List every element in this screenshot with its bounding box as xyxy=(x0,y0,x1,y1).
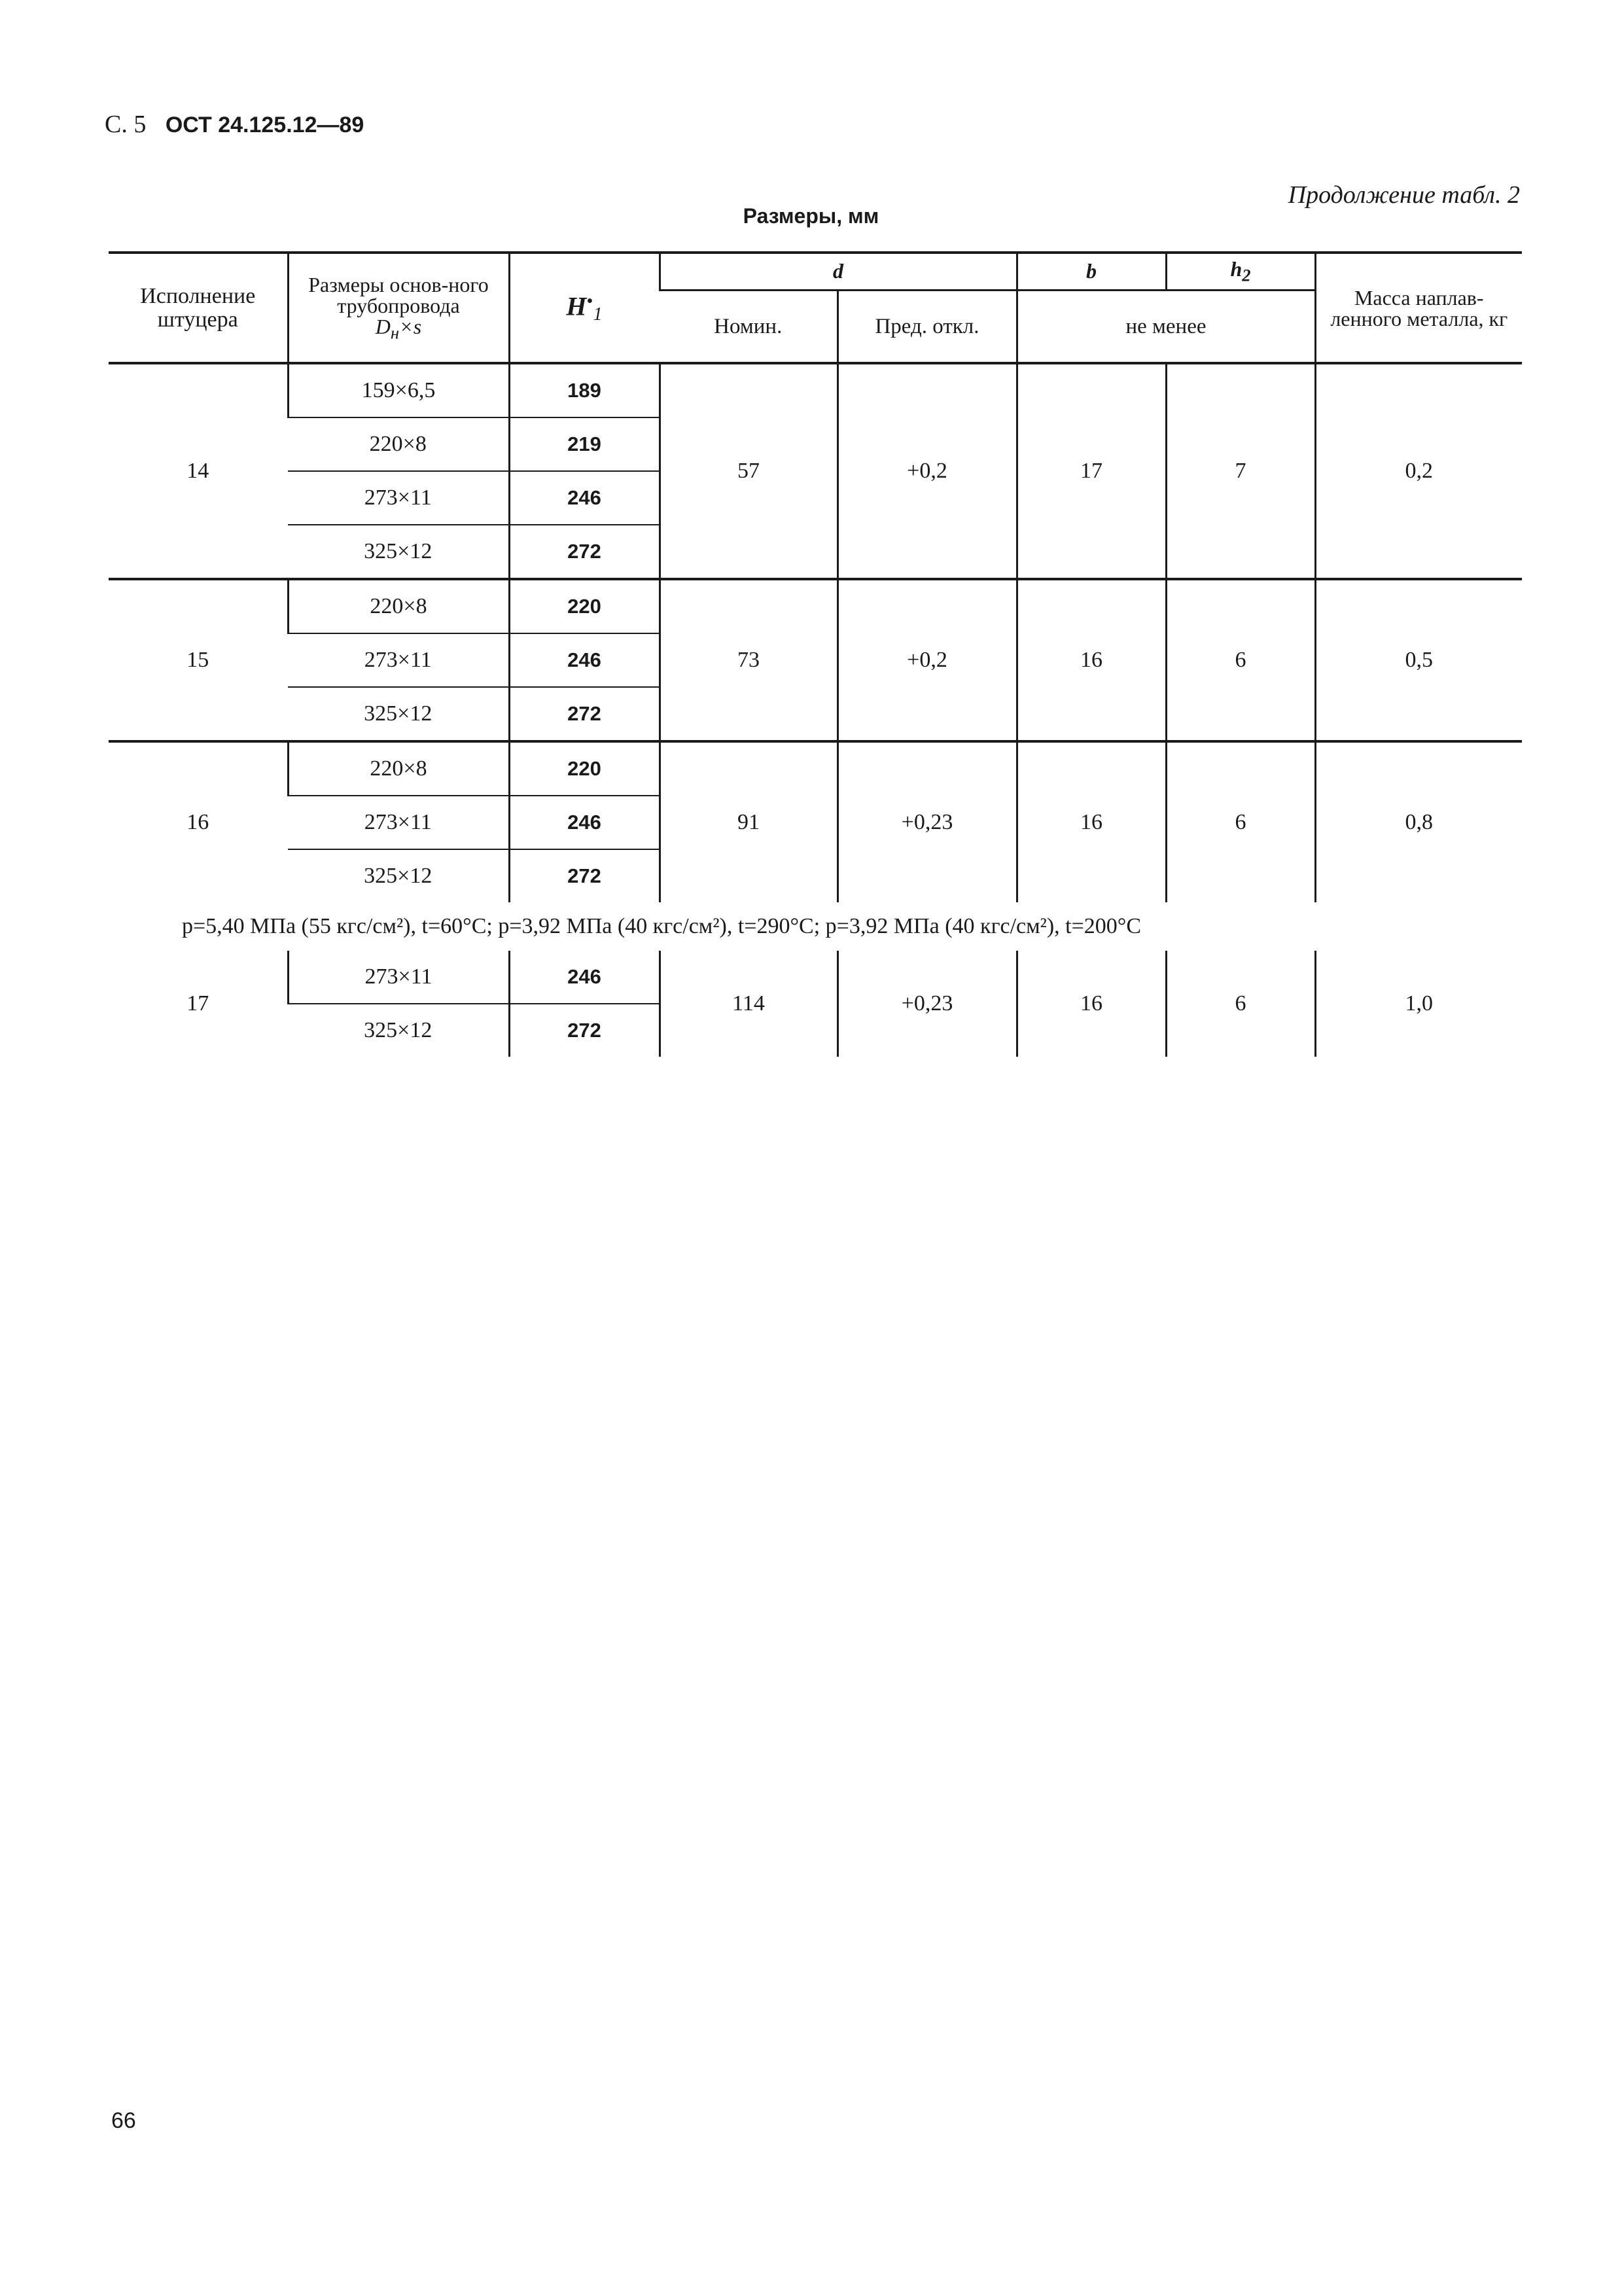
header-main-pipe-tail: ×s xyxy=(399,314,422,338)
pipe-size-cell: 273×11 xyxy=(288,796,509,849)
execution-cell: 14 xyxy=(109,363,288,579)
pipe-size-cell: 273×11 xyxy=(288,471,509,525)
b-cell: 16 xyxy=(1017,951,1166,1057)
header-d: d xyxy=(660,253,1017,291)
h1-cell: 272 xyxy=(509,849,660,902)
pipe-size-cell: 325×12 xyxy=(364,1018,432,1043)
h1-cell: 272 xyxy=(509,1004,660,1057)
header-main-pipe-text: Размеры основ-ного трубопровода xyxy=(308,272,489,317)
header-h1-subscript: 1 xyxy=(593,304,603,325)
d-tolerance-cell: +0,23 xyxy=(837,741,1017,902)
header-tolerance: Пред. откл. xyxy=(837,291,1017,364)
table-row xyxy=(109,951,1522,1004)
table-row xyxy=(109,579,1522,633)
table-row xyxy=(109,741,1522,796)
header-mass: Масса наплав-ленного металла, кг xyxy=(1315,253,1522,363)
h1-cell: 246 xyxy=(509,633,660,687)
h1-cell: 246 xyxy=(509,471,660,525)
header-nominal: Номин. xyxy=(714,314,783,338)
header-h2 xyxy=(1166,253,1315,291)
table-row xyxy=(109,363,1522,417)
header-h2-symbol: h xyxy=(1230,257,1243,281)
header-not-less: не менее xyxy=(1017,291,1315,364)
pipe-size-cell: 325×12 xyxy=(364,539,432,564)
pipe-size-cell: 220×8 xyxy=(288,741,509,796)
d-tolerance-cell: +0,2 xyxy=(837,579,1017,741)
condition-note-row xyxy=(109,902,1522,951)
h2-cell: 6 xyxy=(1166,579,1315,741)
h2-cell: 6 xyxy=(1166,951,1315,1057)
units-caption: Размеры, мм xyxy=(743,204,879,228)
h1-cell: 272 xyxy=(509,525,660,579)
standard-code: ОСТ 24.125.12—89 xyxy=(165,113,364,137)
pipe-size-cell: 325×12 xyxy=(364,701,432,726)
page-label: С. 5 xyxy=(105,111,147,138)
execution-cell: 17 xyxy=(186,991,209,1016)
header-h2-subscript: 2 xyxy=(1242,265,1251,285)
mass-cell: 1,0 xyxy=(1315,951,1522,1057)
d-nominal-cell: 114 xyxy=(660,951,837,1057)
h2-cell: 7 xyxy=(1166,363,1315,579)
h1-cell: 220 xyxy=(509,579,660,633)
fitting-dimensions-table xyxy=(109,251,1522,1057)
pipe-size-cell: 273×11 xyxy=(288,951,509,1004)
b-cell: 17 xyxy=(1017,363,1166,579)
pipe-size-cell: 220×8 xyxy=(288,579,509,633)
h2-cell: 6 xyxy=(1166,741,1315,902)
h1-cell: 272 xyxy=(509,687,660,741)
h1-cell: 189 xyxy=(509,363,660,417)
header-main-pipe-symbol: D xyxy=(375,314,391,338)
b-cell: 16 xyxy=(1017,579,1166,741)
mass-cell: 0,5 xyxy=(1315,579,1522,741)
pipe-size-cell: 220×8 xyxy=(288,417,509,471)
pipe-size-cell: 325×12 xyxy=(364,864,432,889)
header-b: b xyxy=(1017,253,1166,291)
page-number: 66 xyxy=(111,2108,136,2133)
d-tolerance-cell: +0,23 xyxy=(837,951,1017,1057)
execution-cell: 16 xyxy=(109,741,288,902)
d-nominal-cell: 57 xyxy=(660,363,837,579)
running-header xyxy=(105,110,364,139)
mass-cell: 0,8 xyxy=(1315,741,1522,902)
h1-cell: 219 xyxy=(509,417,660,471)
execution-cell: 15 xyxy=(109,579,288,741)
d-tolerance-cell: +0,2 xyxy=(837,363,1017,579)
h1-cell: 246 xyxy=(509,796,660,849)
pipe-size-cell: 159×6,5 xyxy=(288,363,509,417)
mass-cell: 0,2 xyxy=(1315,363,1522,579)
condition-note: p=5,40 МПа (55 кгс/см²), t=60°С; p=3,92 МПа (40 кгс/см²), t=290°С; p=3,92 МПа (40 кгс/см²), t=200°С xyxy=(182,914,1142,939)
header-h1-symbol: H xyxy=(566,291,587,321)
pipe-size-cell: 273×11 xyxy=(288,633,509,687)
header-execution: Исполнение штуцера xyxy=(109,253,288,363)
d-nominal-cell: 73 xyxy=(660,579,837,741)
d-nominal-cell: 91 xyxy=(660,741,837,902)
header-main-pipe-subscript: н xyxy=(390,323,400,343)
header-h1-mark: • xyxy=(586,291,593,311)
header-main-pipe xyxy=(288,253,509,363)
h1-cell: 220 xyxy=(509,741,660,796)
table-continuation-label: Продолжение табл. 2 xyxy=(1288,181,1520,209)
b-cell: 16 xyxy=(1017,741,1166,902)
header-h1 xyxy=(509,253,660,363)
h1-cell: 246 xyxy=(509,951,660,1004)
